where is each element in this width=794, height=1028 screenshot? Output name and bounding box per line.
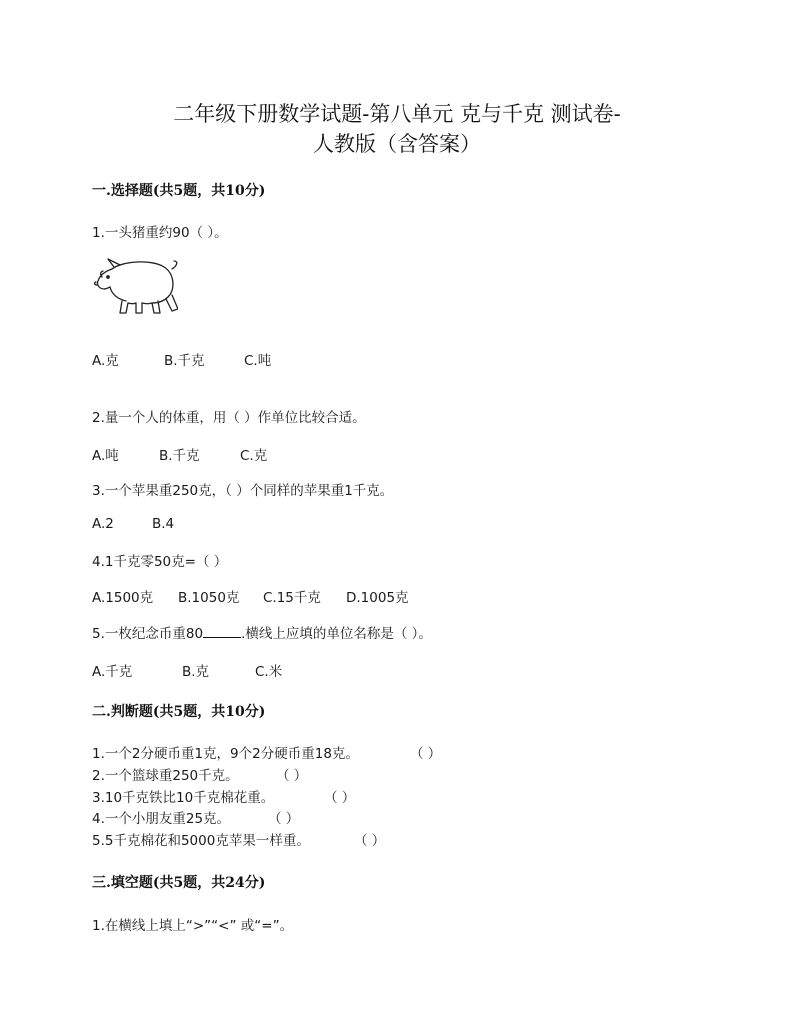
option-b[interactable]: B.4 [152,516,175,532]
judge-item-3 [92,786,356,806]
choice-question-2: 2.量一个人的体重，用（ ）作单位比较合适。 [92,410,366,426]
choice-question-5 [92,622,432,642]
section-heading-choice: 一.选择题(共5题，共10分) [92,183,266,199]
option-a[interactable]: A.千克 [92,664,133,680]
choice-question-1: 1.一头猪重约90（ ）。 [92,225,228,241]
judge-item-5 [92,829,386,849]
option-d[interactable]: D.1005克 [346,590,409,606]
judge-item-text: 1.一个2分硬币重1克，9个2分硬币重18克。 [92,746,359,762]
judge-item-text: 5.5千克棉花和5000克苹果一样重。 [92,833,310,849]
option-c[interactable]: C.米 [255,664,283,680]
option-c[interactable]: C.克 [240,448,268,464]
option-a[interactable]: A.吨 [92,448,119,464]
title-line-1: 二年级下册数学试题-第八单元 克与千克 测试卷- [173,102,621,126]
option-a[interactable]: A.1500克 [92,590,154,606]
option-a[interactable]: A.克 [92,353,119,369]
choice-question-3: 3.一个苹果重250克，（ ）个同样的苹果重1千克。 [92,483,394,499]
question-text-after-blank: .横线上应填的单位名称是（ ）。 [241,626,432,642]
answer-paren[interactable]: （ ） [354,833,386,849]
choice-question-4: 4.1千克零50克=（ ） [92,554,228,570]
judge-item-text: 4.一个小朋友重25克。 [92,811,231,827]
option-a[interactable]: A.2 [92,516,114,532]
judge-item-text: 3.10千克铁比10千克棉花重。 [92,790,275,806]
title-line-2: 人教版（含答案） [313,132,481,156]
pig-drawing-icon [92,255,178,317]
answer-paren[interactable]: （ ） [276,768,308,784]
answer-paren[interactable]: （ ） [268,811,300,827]
judge-item-1 [92,742,442,762]
section-heading-judge: 二.判断题(共5题，共10分) [92,704,266,720]
question-text-before-blank: 5.一枚纪念币重80 [92,626,204,642]
option-b[interactable]: B.1050克 [178,590,240,606]
judge-item-2 [92,764,308,784]
option-b[interactable]: B.千克 [164,353,205,369]
answer-paren[interactable]: （ ） [410,746,442,762]
section-heading-fill: 三.填空题(共5题，共24分) [92,875,266,891]
judge-item-4 [92,807,300,827]
fill-question-1: 1.在横线上填上“>”“<” 或“=”。 [92,918,294,934]
answer-blank[interactable] [203,624,241,638]
option-c[interactable]: C.吨 [244,353,272,369]
option-c[interactable]: C.15千克 [263,590,321,606]
option-b[interactable]: B.千克 [159,448,200,464]
answer-paren[interactable]: （ ） [324,790,356,806]
option-b[interactable]: B.克 [182,664,210,680]
judge-item-text: 2.一个篮球重250千克。 [92,768,239,784]
